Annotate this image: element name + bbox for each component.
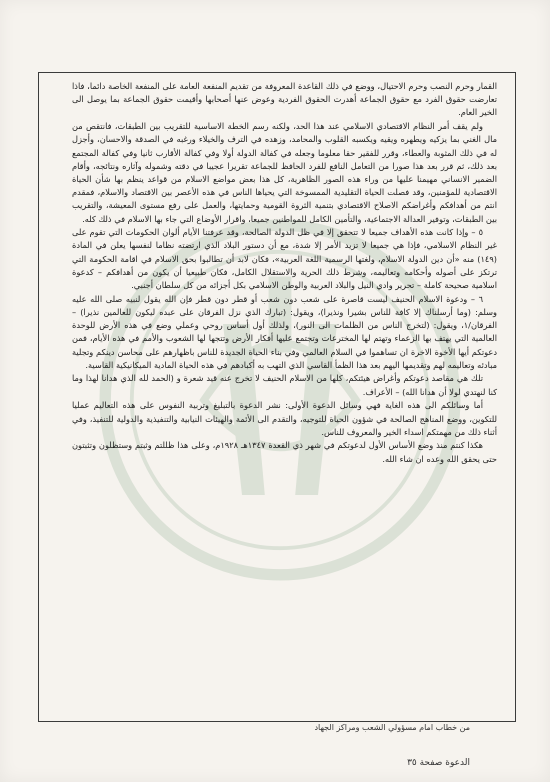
- page-footer: الدعوة صفحة ٣٥: [407, 758, 470, 768]
- paragraph: ٥ – وإذا كانت هذه الأهداف جميعا لا تتحقق إلا في ظل الدولة الصالحة، وقد عرفتنا الأيام ألوان الحكومات التي تقوم على غير النظام الاسلامي، فإذا هي جميعا لا تزيد الأمر إلا شدة، مع أن دستور البلاد الذي ارتضته نظاما لنفسها يعلن في المادة (١٤٩) منه «أن دين الدولة الاسلام، ولغتها الرسمية اللغة العربية»، فكان لابد أن تطالبوا بحق الاسلام في اقامة الحكومة التي ترتكز على أصوله وأحكامه وتعاليمه، وشرط ذلك الحرية والاستقلال الكامل، فكان طبيعيا أن يكون من أهدافكم – كدعوة اسلامية صحيحة كاملة – تحرير وادي النيل والبلاد العربية والوطن الاسلامي بكل أجزائه من كل سلطان أجنبي.: [72, 227, 497, 291]
- paragraph: ولم يقف أمر النظام الاقتصادي الاسلامي عند هذا الحد، ولكنه رسم الخطة الاساسية للتقريب بين الطبقات، فانتقص من مال الغني بما يزكيه ويطهره ويقيه ويكسبه القلوب والمحامد، وزهده في الترف والخيلاء ورغبه في الصدقة والاحسان، وأجزل له في ذلك المثوبة والعطاء، وقرر للفقير حقا معلوما وجعله في كفالة الدولة أولا وفي كفالة الأقارب ثانيا وفي كفالة المجتمع بعد ذلك، ثم قرر بعد هذا صورا من التعامل النافع للفرد الحافظ للجماعة تقريرا عجيبا في دقته وشموله وآثاره ونتائجه، وأقام الضمير الانساني مهيمنا عليها من وراء هذه الصور الظاهرية، كل هذا بعض مواضع الاسلام من قواعد ينظم بها شأن الحياة الاقتصادية للمؤمنين، وقد فصلت الحياة التقليدية الممسوخة التي يحياها الناس في هذه الأعصر بين الاقتصاد والاسلام، فمقدم انتم من أهدافكم وأغراضكم الاصلاح الاقتصادي بتنمية الثروة القومية وحمايتها، والعمل على رفع مستوى المعيشة، والتقريب بين الطبقات، وتوفير العدالة الاجتماعية، والتأمين الكامل للمواطنين جميعا، واقرار الأوضاع التي جاء بها الاسلام في ذلك كله.: [72, 121, 497, 224]
- article-body: [72, 80, 497, 692]
- paragraph: القمار وحرم النصب وحرم الاحتيال، ووضع في ذلك القاعدة المعروفة من تقديم المنفعة العامة على المنفعة الخاصة دائما، فاذا تعارضت حقوق الفرد مع حقوق الجماعة أهدرت الحقوق الفردية وعوض عنها أصحابها وأقيمت حقوق الجماعة بما يوصل الى الخير العام.: [72, 81, 497, 118]
- paragraph: تلك هي مقاصد دعوتكم وأغراض هيئتكم، كلها من الاسلام الحنيف لا تخرج عنه قيد شعرة و (الحمد لله الذي هدانا لهذا وما كنا لنهتدي لولا أن هدانا الله) – الأعراف.: [72, 373, 497, 397]
- paragraph: هكذا كنتم منذ وضع الأساس الأول لدعوتكم في شهر ذي القعدة ١٣٤٧هـ ١٩٢٨م، وعلى هذا ظللتم وثبتم وستظلون وتثبتون حتى يحقق الله وعده ان شاء الله.: [72, 440, 497, 464]
- source-note: من خطاب امام مسؤولي الشعب ومراكز الجهاد: [314, 723, 470, 732]
- paragraph: ٦ – ودعوة الاسلام الحنيف ليست قاصرة على شعب دون شعب أو قطر دون قطر فإن الله يقول لنبيه صلى الله عليه وسلم: (وما أرسلناك إلا كافة للناس بشيرا ونذيرا)، ويقول: (تبارك الذي نزل الفرقان على عبده ليكون للعالمين نذيرا) – الفرقان/١، ويقول: (لتخرج الناس من الظلمات الى النور)، ولذلك أول أساس روحي وعملي وضع في هذه الأرض للوحدة العالمية التي يهتف بها الزعماء وتهتم لها المخترعات وتجتمع عليها أفكار الأرض وتتجها لها الشعوب والأمم في هذه الأيام، فمن دعوتكم أيها الأخوة الاخرة ان تساهموا في السلام العالمي وفي بناء الحياة الجديدة للناس باظهارهم على محاسن دينكم وتجلية مبادئه وتعاليمه لهم وتقديمها اليهم بعد هذا الظمأ القاسي الذي التهب به أكبادهم في هذه الحياة المادية الميكانيكية القاسية.: [72, 293, 497, 370]
- paragraph: أما وسائلكم الى هذه الغاية فهي وسائل الدعوة الأولى: نشر الدعوة بالتبليغ وتربية النفوس على هذه التعاليم عمليا للتكوين، ووضع المناهج الصالحة في شؤون الحياة للتوجيه، والتقدم الى الأئمة والهيئات النيابية والتنفيذية والدولية للتنفيذ، وفي أثناء ذلك من مهمتكم اسداء الخير والمعروف للناس.: [72, 400, 497, 437]
